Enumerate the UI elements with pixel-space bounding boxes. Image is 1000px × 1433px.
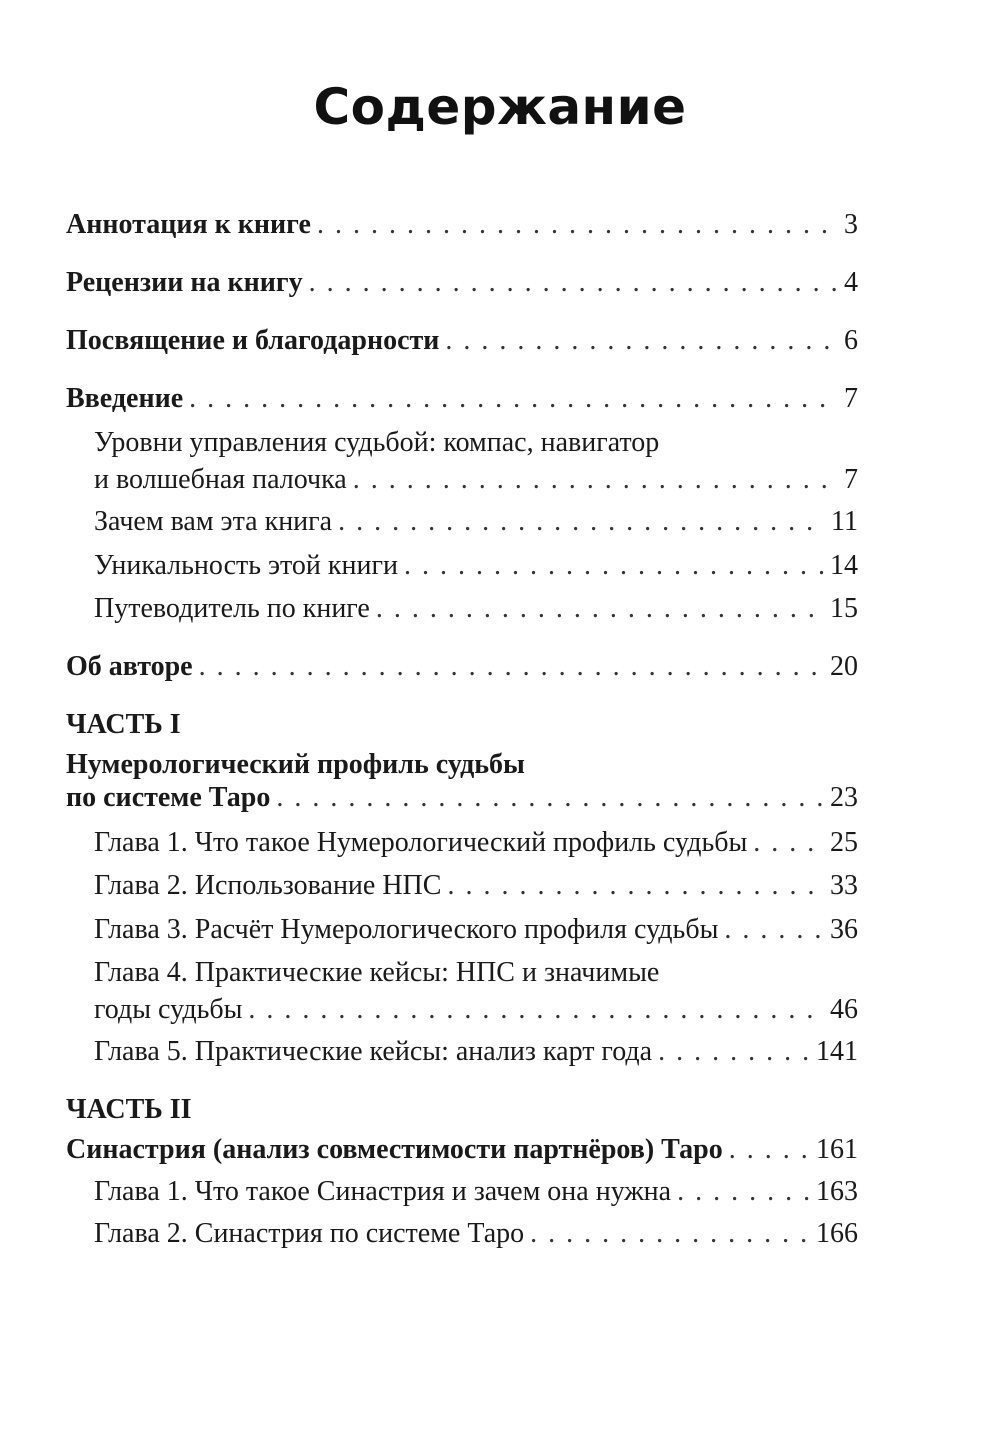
toc-entry-title: Глава 4. Практические кейсы: НПС и значимые (94, 957, 660, 988)
dot-leader (309, 263, 838, 303)
toc-page-number: 33 (830, 870, 858, 901)
toc-entry-title: Глава 2. Синастрия по системе Таро (94, 1218, 525, 1249)
toc-entry-title: Глава 3. Расчёт Нумерологического профиля судьбы (94, 914, 719, 945)
toc-entry-title: Глава 2. Использование НПС (94, 870, 442, 901)
toc-entry-title: Посвящение и благодарности (66, 325, 440, 356)
dot-leader (317, 205, 838, 245)
dot-leader (199, 647, 824, 687)
toc-entry-title: ЧАСТЬ I (66, 709, 181, 740)
toc-entry-title: Введение (66, 383, 184, 414)
toc-entry-title: годы судьбы (94, 994, 243, 1025)
toc-line (94, 1214, 858, 1254)
toc-page-number: 20 (830, 651, 858, 682)
toc-entry-title: Об авторе (66, 651, 193, 682)
toc-page-number: 141 (816, 1036, 858, 1067)
toc-line (94, 589, 858, 629)
toc-entry-title: Рецензии на книгу (66, 267, 303, 298)
toc-line (94, 502, 858, 542)
toc-page-number: 6 (844, 325, 858, 356)
dot-leader (353, 460, 838, 500)
toc-page-number: 161 (816, 1134, 858, 1165)
toc-page-number: 166 (816, 1218, 858, 1249)
dot-leader (530, 1214, 810, 1254)
toc-line (66, 379, 858, 419)
toc-entry-title: и волшебная палочка (94, 464, 347, 495)
toc-line (94, 1032, 858, 1072)
dot-leader (753, 823, 824, 863)
toc-page-number: 25 (830, 827, 858, 858)
dot-leader (724, 910, 824, 950)
dot-leader (404, 546, 824, 586)
toc-entry-title: Нумерологический профиль судьбы (66, 749, 525, 780)
toc-line (94, 460, 858, 500)
dot-leader (729, 1130, 810, 1170)
toc-page-number: 7 (844, 383, 858, 414)
dot-leader (376, 589, 824, 629)
dot-leader (677, 1172, 810, 1212)
toc-line (66, 1130, 858, 1170)
toc-entry-title: Глава 1. Что такое Нумерологический профиль судьбы (94, 827, 748, 858)
toc-page-number: 46 (830, 994, 858, 1025)
toc-line (66, 263, 858, 303)
toc-page-number: 14 (830, 550, 858, 581)
page-title: Содержание (313, 78, 687, 136)
toc-line (66, 647, 858, 687)
toc-entry-title: Синастрия (анализ совместимости партнёров) Таро (66, 1134, 723, 1165)
toc-entry-title: Глава 1. Что такое Синастрия и зачем она нужна (94, 1176, 672, 1207)
toc-page-number: 23 (830, 782, 858, 813)
toc-entry-title: ЧАСТЬ II (66, 1094, 192, 1125)
dot-leader (658, 1032, 810, 1072)
toc-entry-title: Уникальность этой книги (94, 550, 398, 581)
toc-page-number: 3 (844, 209, 858, 240)
dot-leader (338, 502, 825, 542)
toc-entry-title: по системе Таро (66, 782, 271, 813)
toc-line (66, 705, 181, 745)
toc-page-number: 11 (831, 506, 858, 537)
toc-page-number: 4 (844, 267, 858, 298)
dot-leader (276, 778, 824, 818)
toc-line (66, 778, 858, 818)
toc-line (94, 990, 858, 1030)
toc-entry-title: Глава 5. Практические кейсы: анализ карт года (94, 1036, 653, 1067)
toc-line (66, 321, 858, 361)
toc-line (94, 823, 858, 863)
dot-leader (447, 866, 824, 906)
toc-page-number: 15 (830, 593, 858, 624)
toc-page-number: 163 (816, 1176, 858, 1207)
toc-entry-title: Уровни управления судьбой: компас, навигатор (94, 427, 660, 458)
toc-entry-title: Зачем вам эта книга (94, 506, 333, 537)
toc-line (94, 1172, 858, 1212)
toc-entry-title: Аннотация к книге (66, 209, 311, 240)
toc-line (66, 1090, 192, 1130)
toc-line (94, 910, 858, 950)
toc-line (94, 866, 858, 906)
dot-leader (248, 990, 824, 1030)
toc-page-number: 7 (844, 464, 858, 495)
dot-leader (445, 321, 838, 361)
toc-line (94, 423, 659, 463)
toc-line (94, 546, 858, 586)
toc-page-number: 36 (830, 914, 858, 945)
toc-line (66, 205, 858, 245)
dot-leader (189, 379, 838, 419)
toc-entry-title: Путеводитель по книге (94, 593, 370, 624)
toc-line (94, 953, 659, 993)
